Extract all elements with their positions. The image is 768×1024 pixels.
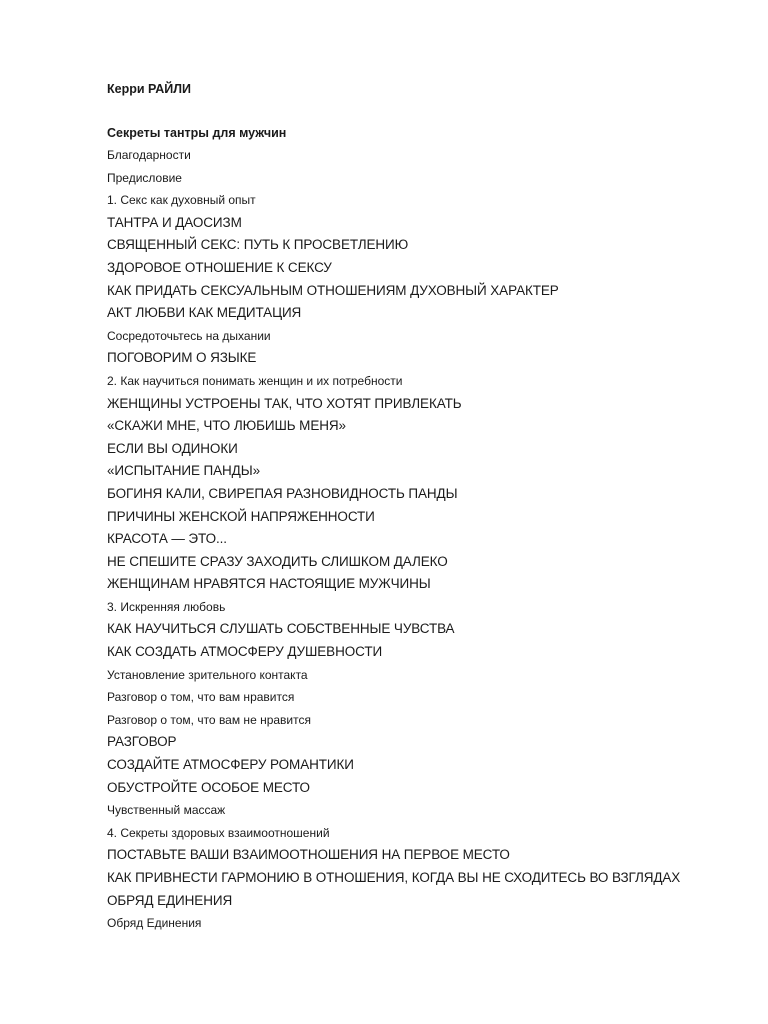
toc-entry: ЖЕНЩИНАМ НРАВЯТСЯ НАСТОЯЩИЕ МУЖЧИНЫ xyxy=(107,576,431,592)
toc-entry: ОБРЯД ЕДИНЕНИЯ xyxy=(107,892,233,908)
toc-entry: Сосредоточьтесь на дыхании xyxy=(107,328,271,343)
toc-entry: КАК СОЗДАТЬ АТМОСФЕРУ ДУШЕВНОСТИ xyxy=(107,644,383,660)
toc-entry: РАЗГОВОР xyxy=(107,734,177,750)
toc-entry: ЕСЛИ ВЫ ОДИНОКИ xyxy=(107,440,238,456)
toc-entry: ЗДОРОВОЕ ОТНОШЕНИЕ К СЕКСУ xyxy=(107,259,332,275)
toc-entry: Благодарности xyxy=(107,148,191,162)
book-title: Секреты тантры для мужчин xyxy=(107,126,287,140)
toc-entry: Разговор о том, что вам нравится xyxy=(107,690,295,705)
toc-entry: Обряд Единения xyxy=(107,916,202,931)
toc-entry: АКТ ЛЮБВИ КАК МЕДИТАЦИЯ xyxy=(107,305,302,321)
table-of-contents xyxy=(107,144,747,935)
document-page xyxy=(107,78,747,935)
toc-entry: КАК ПРИДАТЬ СЕКСУАЛЬНЫМ ОТНОШЕНИЯМ ДУХОВНЫЙ ХАРАКТЕР xyxy=(107,282,559,298)
toc-entry: ПОГОВОРИМ О ЯЗЫКЕ xyxy=(107,350,257,366)
toc-entry: 4. Секреты здоровых взаимоотношений xyxy=(107,825,330,840)
toc-entry: СОЗДАЙТЕ АТМОСФЕРУ РОМАНТИКИ xyxy=(107,757,354,773)
toc-entry: Чувственный массаж xyxy=(107,803,226,818)
toc-entry: 1. Секс как духовный опыт xyxy=(107,193,256,208)
toc-entry: 2. Как научиться понимать женщин и их потребности xyxy=(107,373,403,388)
toc-entry: «СКАЖИ МНЕ, ЧТО ЛЮБИШЬ МЕНЯ» xyxy=(107,418,346,434)
author-name: Керри РАЙЛИ xyxy=(107,82,192,96)
toc-entry: Предисловие xyxy=(107,170,182,185)
toc-entry: 3. Искренняя любовь xyxy=(107,599,226,614)
toc-entry: ПРИЧИНЫ ЖЕНСКОЙ НАПРЯЖЕННОСТИ xyxy=(107,508,375,524)
toc-entry: СВЯЩЕННЫЙ СЕКС: ПУТЬ К ПРОСВЕТЛЕНИЮ xyxy=(107,237,409,253)
toc-entry: ТАНТРА И ДАОСИЗМ xyxy=(107,214,242,230)
toc-entry: «ИСПЫТАНИЕ ПАНДЫ» xyxy=(107,463,260,479)
toc-entry: Разговор о том, что вам не нравится xyxy=(107,712,311,727)
toc-entry: ЖЕНЩИНЫ УСТРОЕНЫ ТАК, ЧТО ХОТЯТ ПРИВЛЕКАТЬ xyxy=(107,395,462,411)
toc-entry: НЕ СПЕШИТЕ СРАЗУ ЗАХОДИТЬ СЛИШКОМ ДАЛЕКО xyxy=(107,553,448,569)
toc-entry: КРАСОТА — ЭТО... xyxy=(107,531,227,547)
toc-entry: Установление зрительного контакта xyxy=(107,667,308,682)
toc-entry: КАК ПРИВНЕСТИ ГАРМОНИЮ В ОТНОШЕНИЯ, КОГДА ВЫ НЕ СХОДИТЕСЬ ВО ВЗГЛЯДАХ xyxy=(107,870,681,885)
toc-entry: ПОСТАВЬТЕ ВАШИ ВЗАИМООТНОШЕНИЯ НА ПЕРВОЕ МЕСТО xyxy=(107,847,510,863)
toc-entry: БОГИНЯ КАЛИ, СВИРЕПАЯ РАЗНОВИДНОСТЬ ПАНДЫ xyxy=(107,485,458,501)
toc-entry: КАК НАУЧИТЬСЯ СЛУШАТЬ СОБСТВЕННЫЕ ЧУВСТВА xyxy=(107,621,455,637)
toc-entry: ОБУСТРОЙТЕ ОСОБОЕ МЕСТО xyxy=(107,779,310,795)
